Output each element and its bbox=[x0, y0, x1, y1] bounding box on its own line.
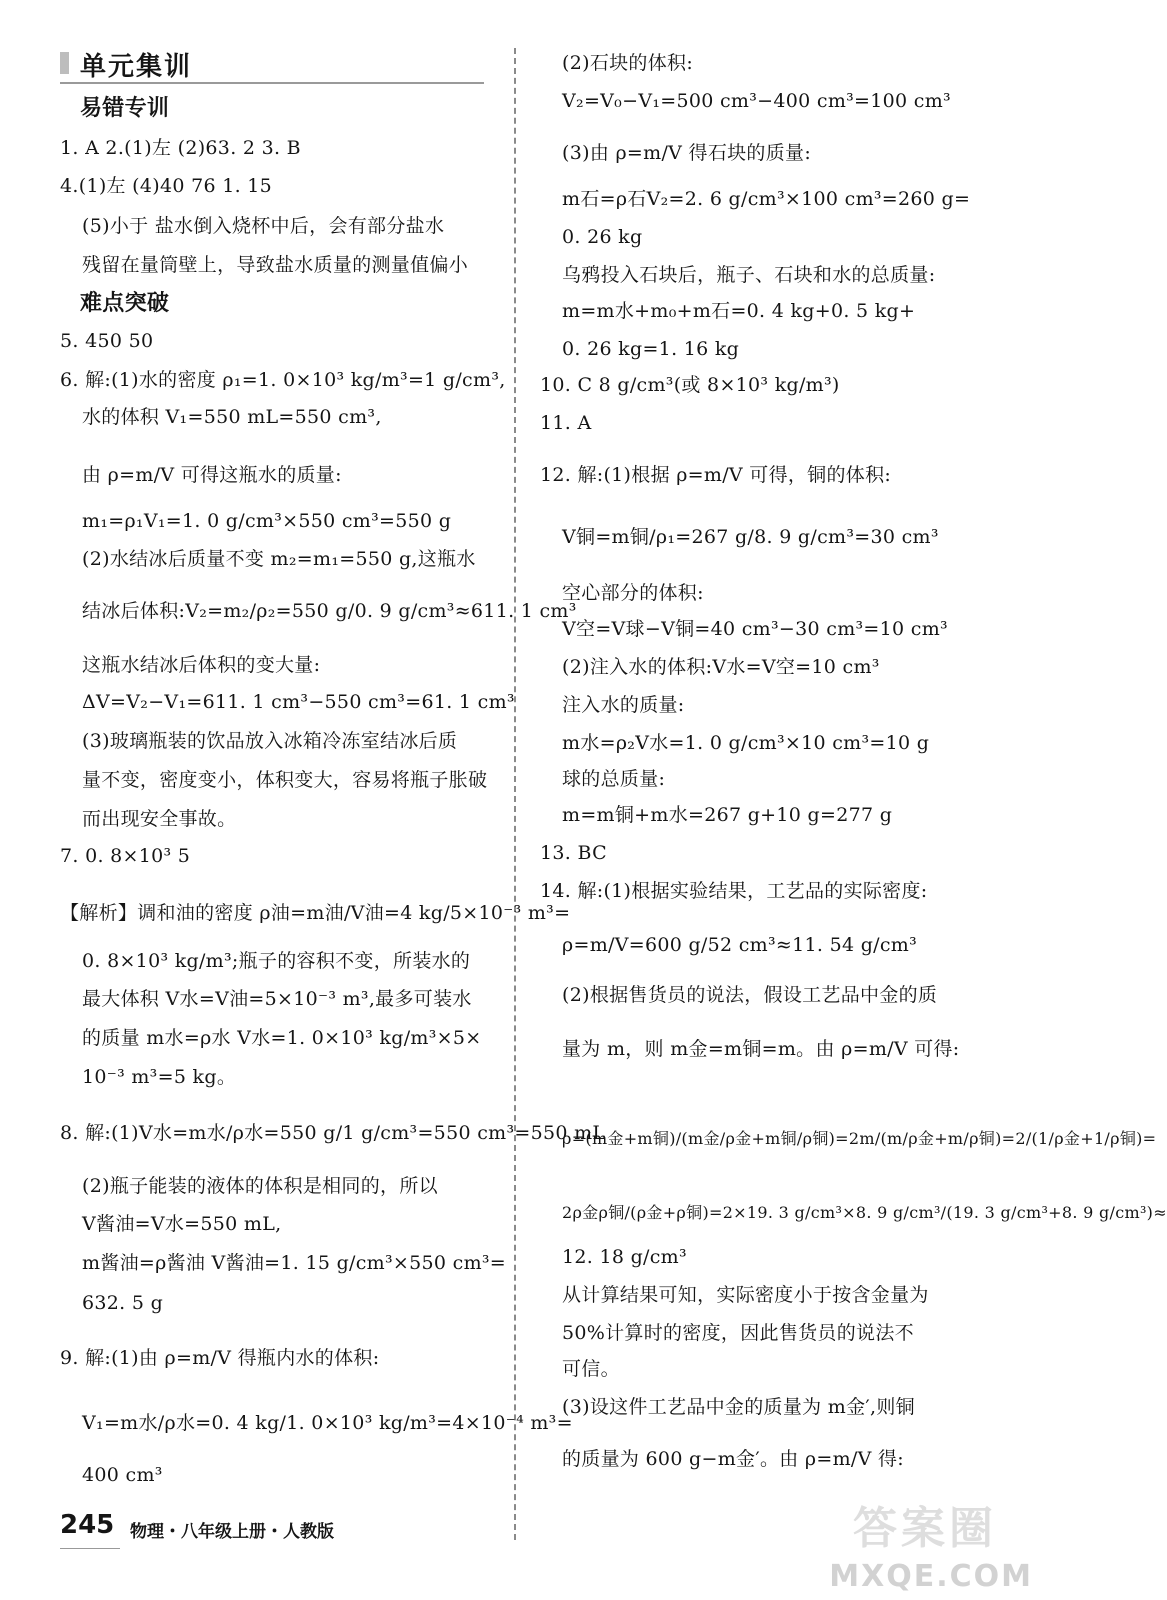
answer-line: 10⁻³ m³=5 kg。 bbox=[82, 1066, 237, 1088]
answer-line: 量为 m，则 m金=m铜=m。由 ρ=m/V 可得: bbox=[562, 1038, 960, 1060]
answer-line: 50%计算时的密度，因此售货员的说法不 bbox=[562, 1322, 914, 1344]
watermark-logo: 答案圈 bbox=[853, 1503, 997, 1554]
answer-line: 残留在量筒壁上，导致盐水质量的测量值偏小 bbox=[82, 254, 469, 276]
answer-line: 12. 解:(1)根据 ρ=m/V 可得，铜的体积: bbox=[540, 464, 892, 486]
answer-line: 量不变，密度变小，体积变大，容易将瓶子胀破 bbox=[82, 769, 488, 791]
answer-line: 乌鸦投入石块后，瓶子、石块和水的总质量: bbox=[562, 264, 936, 286]
answer-line: 5. 450 50 bbox=[60, 330, 154, 352]
answer-line: 空心部分的体积: bbox=[562, 582, 704, 604]
answer-line: 0. 26 kg=1. 16 kg bbox=[562, 338, 740, 360]
answer-line: 水的体积 V₁=550 mL=550 cm³, bbox=[82, 406, 382, 428]
page-number: 245 bbox=[60, 1510, 115, 1540]
answer-line: (5)小于 盐水倒入烧杯中后，会有部分盐水 bbox=[82, 215, 445, 237]
answer-line: 的质量 m水=ρ水 V水=1. 0×10³ kg/m³×5× bbox=[82, 1027, 482, 1049]
answer-line: V酱油=V水=550 mL, bbox=[82, 1213, 282, 1235]
answer-line: 球的总质量: bbox=[562, 768, 666, 790]
answer-line: (3)设这件工艺品中金的质量为 m金′,则铜 bbox=[562, 1396, 915, 1418]
footer-rule bbox=[60, 1548, 120, 1549]
answer-line: (2)石块的体积: bbox=[562, 52, 694, 74]
answer-line: 可信。 bbox=[562, 1358, 620, 1380]
book-info: 物理・八年级上册・人教版 bbox=[130, 1522, 334, 1542]
answer-line: 400 cm³ bbox=[82, 1464, 163, 1486]
answer-line: V₂=V₀−V₁=500 cm³−400 cm³=100 cm³ bbox=[562, 90, 951, 112]
formula-line: 2ρ金ρ铜/(ρ金+ρ铜)=2×19. 3 g/cm³×8. 9 g/cm³/(19. 3 g/cm³+8. 9 g/cm³)≈ bbox=[562, 1203, 1167, 1222]
answer-line: (2)注入水的体积:V水=V空=10 cm³ bbox=[562, 656, 880, 678]
answer-line: 9. 解:(1)由 ρ=m/V 得瓶内水的体积: bbox=[60, 1347, 380, 1369]
column-divider bbox=[514, 48, 516, 1540]
answer-line: 结冰后体积:V₂=m₂/ρ₂=550 g/0. 9 g/cm³≈611. 1 cm³ bbox=[82, 600, 577, 622]
answer-line: ρ=m/V=600 g/52 cm³≈11. 54 g/cm³ bbox=[562, 934, 918, 956]
answer-line: 这瓶水结冰后体积的变大量: bbox=[82, 654, 321, 676]
answer-line: (2)根据售货员的说法，假设工艺品中金的质 bbox=[562, 984, 938, 1006]
analysis-line: 【解析】调和油的密度 ρ油=m油/V油=4 kg/5×10⁻³ m³= bbox=[60, 902, 571, 924]
answer-line: 13. BC bbox=[540, 842, 607, 864]
unit-title: 单元集训 bbox=[80, 52, 193, 82]
answer-line: V₁=m水/ρ水=0. 4 kg/1. 0×10³ kg/m³=4×10⁻⁴ m³= bbox=[82, 1412, 573, 1434]
answer-line: 注入水的质量: bbox=[562, 694, 685, 716]
answer-line: (3)玻璃瓶装的饮品放入冰箱冷冻室结冰后质 bbox=[82, 730, 458, 752]
answer-line: 1. A 2.(1)左 (2)63. 2 3. B bbox=[60, 137, 301, 159]
answer-line: 12. 18 g/cm³ bbox=[562, 1246, 687, 1268]
answer-line: m石=ρ石V₂=2. 6 g/cm³×100 cm³=260 g= bbox=[562, 188, 971, 210]
answer-line: V铜=m铜/ρ₁=267 g/8. 9 g/cm³=30 cm³ bbox=[562, 526, 939, 548]
answer-line: 由 ρ=m/V 可得这瓶水的质量: bbox=[82, 464, 342, 486]
answer-line: 0. 26 kg bbox=[562, 226, 643, 248]
answer-line: 10. C 8 g/cm³(或 8×10³ kg/m³) bbox=[540, 374, 840, 396]
answer-line: 11. A bbox=[540, 412, 592, 434]
watermark-url: MXQE.COM bbox=[829, 1559, 1033, 1594]
answer-line: m=m水+m₀+m石=0. 4 kg+0. 5 kg+ bbox=[562, 300, 916, 322]
answer-line: 的质量为 600 g−m金′。由 ρ=m/V 得: bbox=[562, 1448, 904, 1470]
answer-line: ΔV=V₂−V₁=611. 1 cm³−550 cm³=61. 1 cm³ bbox=[82, 691, 515, 713]
section-heading-difficult: 难点突破 bbox=[80, 291, 170, 316]
answer-line: m酱油=ρ酱油 V酱油=1. 15 g/cm³×550 cm³= bbox=[82, 1252, 507, 1274]
answer-line: (3)由 ρ=m/V 得石块的质量: bbox=[562, 142, 812, 164]
answer-line: 4.(1)左 (4)40 76 1. 15 bbox=[60, 175, 273, 197]
answer-line: 而出现安全事故。 bbox=[82, 808, 237, 830]
answer-line: m=m铜+m水=267 g+10 g=277 g bbox=[562, 804, 893, 826]
answer-line: (2)水结冰后质量不变 m₂=m₁=550 g,这瓶水 bbox=[82, 548, 476, 570]
answer-line: 632. 5 g bbox=[82, 1292, 164, 1314]
section-heading-errors: 易错专训 bbox=[80, 96, 170, 121]
answer-line: 从计算结果可知，实际密度小于按含金量为 bbox=[562, 1284, 929, 1306]
answer-line: 最大体积 V水=V油=5×10⁻³ m³,最多可装水 bbox=[82, 988, 472, 1010]
answer-line: 14. 解:(1)根据实验结果，工艺品的实际密度: bbox=[540, 880, 928, 902]
answer-line: 6. 解:(1)水的密度 ρ₁=1. 0×10³ kg/m³=1 g/cm³, bbox=[60, 369, 506, 391]
answer-line: m水=ρ₂V水=1. 0 g/cm³×10 cm³=10 g bbox=[562, 732, 930, 754]
unit-title-marker bbox=[60, 52, 69, 74]
formula-line: ρ=(m金+m铜)/(m金/ρ金+m铜/ρ铜)=2m/(m/ρ金+m/ρ铜)=2/(1/ρ金+1/ρ铜)= bbox=[562, 1129, 1157, 1148]
answer-line: 0. 8×10³ kg/m³;瓶子的容积不变，所装水的 bbox=[82, 950, 471, 972]
answer-line: (2)瓶子能装的液体的体积是相同的，所以 bbox=[82, 1175, 438, 1197]
answer-line: m₁=ρ₁V₁=1. 0 g/cm³×550 cm³=550 g bbox=[82, 510, 452, 532]
answer-line: 7. 0. 8×10³ 5 bbox=[60, 845, 191, 867]
answer-line: V空=V球−V铜=40 cm³−30 cm³=10 cm³ bbox=[562, 618, 948, 640]
answer-line: 8. 解:(1)V水=m水/ρ水=550 g/1 g/cm³=550 cm³=550 mL bbox=[60, 1122, 606, 1144]
unit-title-rule bbox=[60, 82, 484, 84]
